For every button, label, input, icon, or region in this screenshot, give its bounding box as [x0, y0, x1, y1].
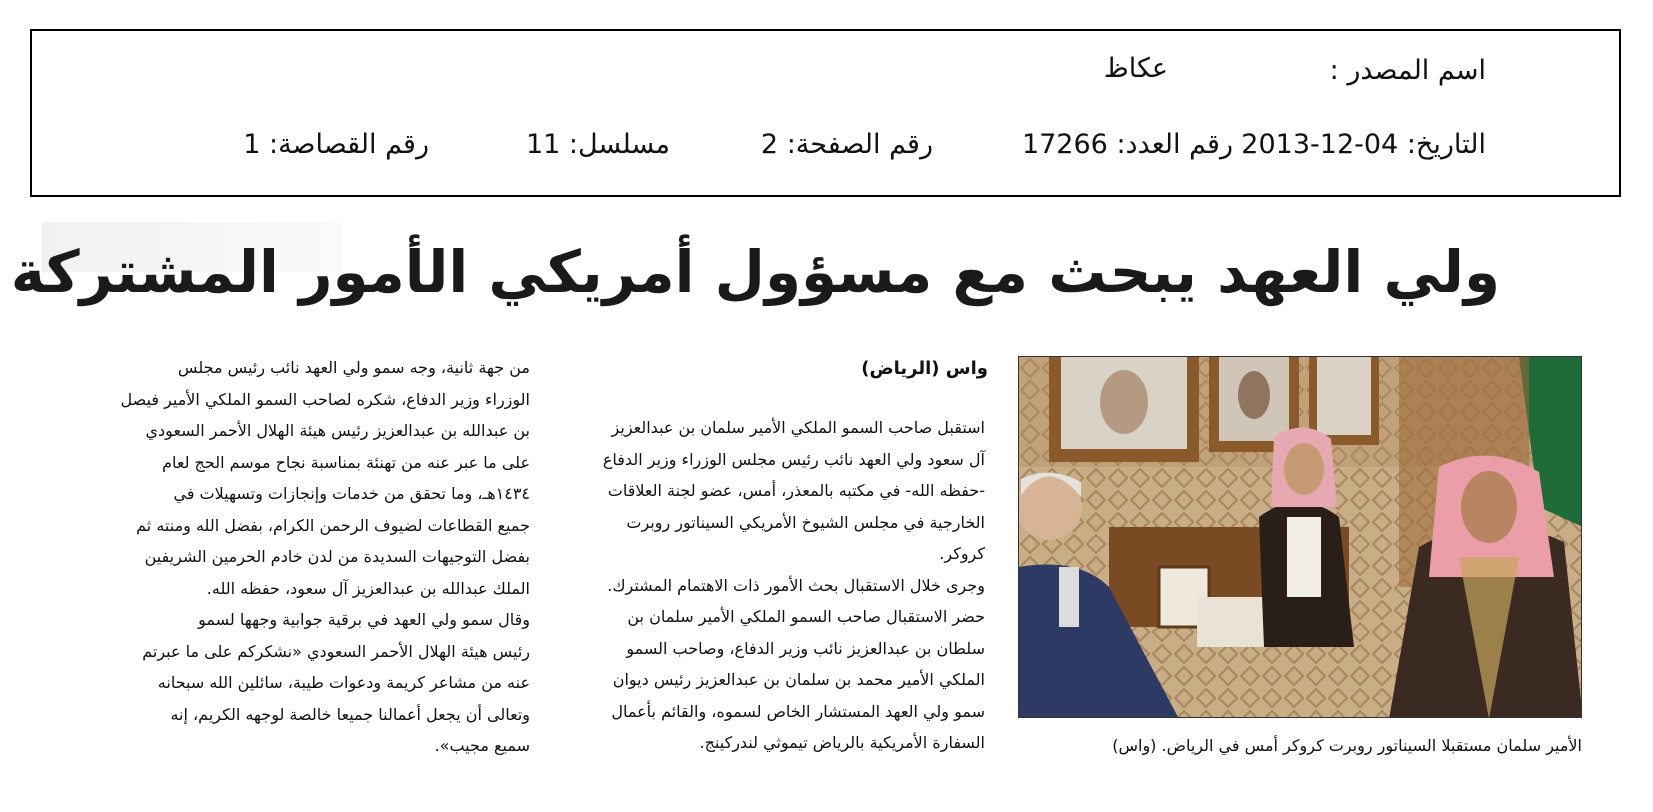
article-column-left — [85, 352, 530, 762]
source-value: عكاظ — [1103, 53, 1168, 84]
byline: واس (الرياض) — [861, 358, 988, 379]
article-line: حضر الاستقبال صاحب السمو الملكي الأمير سلمان بن — [627, 607, 985, 626]
article-line: استقبل صاحب السمو الملكي الأمير سلمان بن عبدالعزيز — [611, 418, 985, 437]
article-line: بن عبدالله بن عبدالعزيز رئيس هيئة الهلال الأحمر السعودي — [145, 421, 530, 440]
article-line: -حفظه الله- في مكتبه بالمعذر، أمس، عضو لجنة العلاقات — [607, 481, 985, 500]
article-line: وقال سمو ولي العهد في برقية جوابية وجهها لسمو — [198, 610, 530, 629]
article-column-middle — [540, 412, 985, 759]
photo-caption: الأمير سلمان مستقبلا السيناتور روبرت كروكر أمس في الرياض. (واس) — [1112, 736, 1582, 755]
article-line: سمو ولي العهد المستشار الخاص لسموه، والقائم بأعمال — [611, 701, 985, 721]
article-line: من جهة ثانية، وجه سمو ولي العهد نائب رئيس مجلس — [177, 358, 530, 377]
article-line: سلطان بن عبدالعزيز نائب وزير الدفاع، وصاحب السمو — [626, 638, 985, 658]
article-line: السفارة الأمريكية بالرياض تيموثي لندركينج. — [699, 733, 985, 752]
article-line: الملكي الأمير محمد بن سلمان بن عبدالعزيز رئيس ديوان — [612, 670, 985, 689]
article-line: ١٤٣٤هـ، وما تحقق من خدمات وإنجازات وتسهيلات في — [173, 484, 530, 503]
clip-number-field: رقم القصاصة: 1 — [243, 129, 429, 160]
article-line: وتعالى أن يجعل أعمالنا جميعا خالصة لوجهه الكريم، إنه — [170, 704, 530, 724]
article-line: جميع القطاعات لضيوف الرحمن الكرام، بفضل الله ومنته ثم — [136, 515, 530, 535]
date-field: التاريخ: 04-12-2013 — [1241, 129, 1486, 160]
source-label: اسم المصدر : — [1329, 55, 1486, 86]
article-line: رئيس هيئة الهلال الأحمر السعودي «نشكركم على ما عبرتم — [142, 641, 530, 661]
article-headline: ولي العهد يبحث مع مسؤول أمريكي الأمور المشتركة — [10, 238, 1500, 306]
article-line: آل سعود ولي العهد نائب رئيس مجلس الوزراء وزير الدفاع — [602, 449, 985, 469]
article-line: على ما عبر عنه من تهنئة بمناسبة نجاح موسم الحج لعام — [162, 452, 530, 472]
serial-field: مسلسل: 11 — [525, 129, 670, 160]
article-line: وجرى خلال الاستقبال بحث الأمور ذات الاهتمام المشترك. — [607, 575, 985, 595]
article-line: بفضل التوجيهات السديدة من لدن خادم الحرمين الشريفين — [144, 547, 530, 566]
article-line: الوزراء وزير الدفاع، شكره لصاحب السمو الملكي الأمير فيصل — [120, 389, 530, 409]
article-line: سميع مجيب». — [434, 736, 530, 755]
article-line: عنه من مشاعر كريمة ودعوات طيبة، سائلين الله سبحانه — [157, 673, 530, 692]
page-number-field: رقم الصفحة: 2 — [760, 129, 933, 160]
article-photo — [1018, 356, 1582, 718]
article-line: الخارجية في مجلس الشيوخ الأمريكي السيناتور روبرت — [626, 512, 985, 532]
article-line: الملك عبدالله بن عبدالعزيز آل سعود، حفظه الله. — [206, 578, 530, 598]
issue-number-field: رقم العدد: 17266 — [1021, 129, 1233, 160]
article-line: كروكر. — [939, 544, 985, 563]
